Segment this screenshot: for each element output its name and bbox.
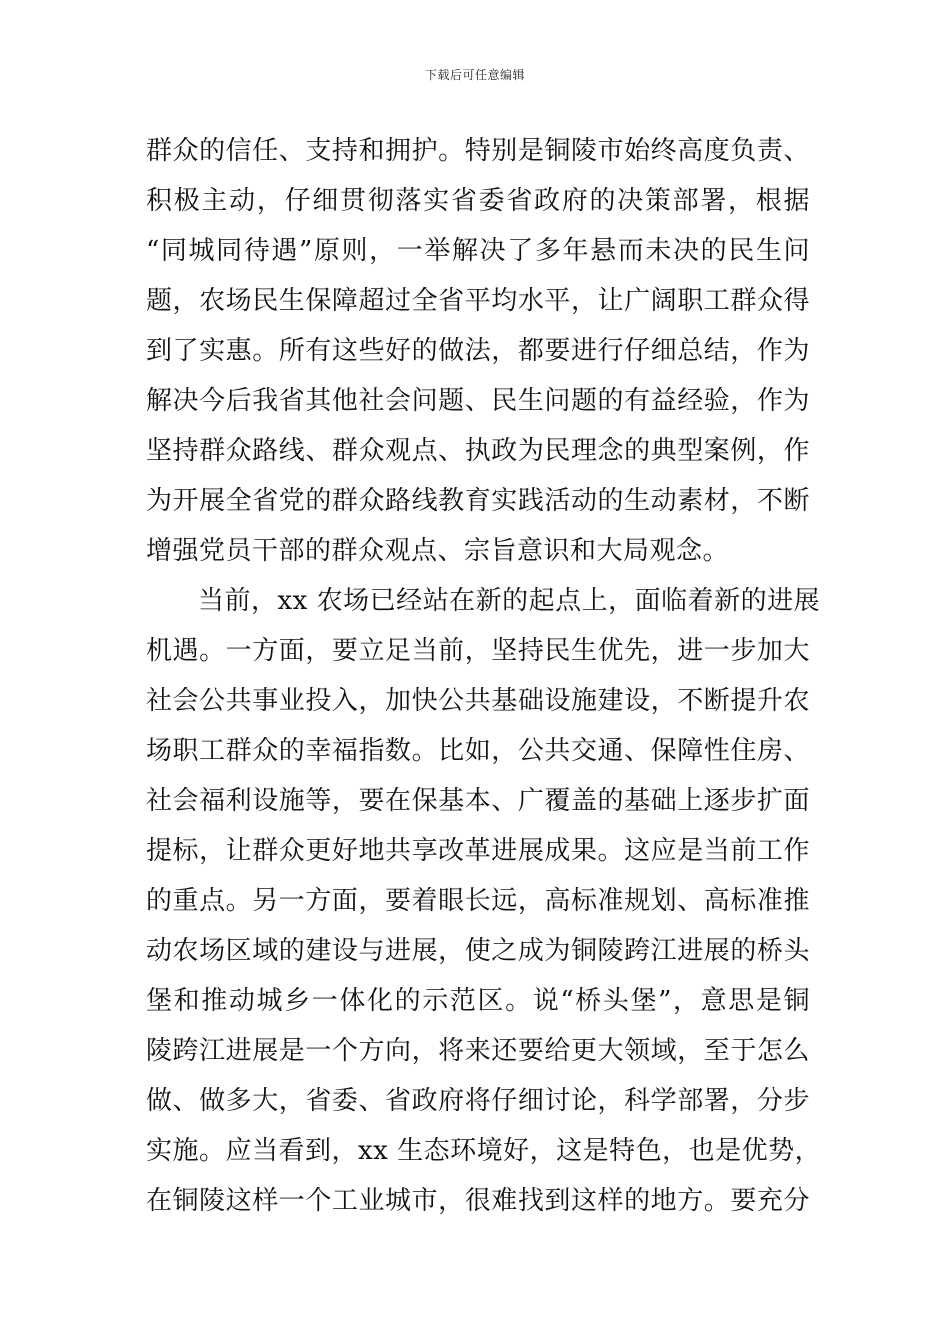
text-line: 场职工群众的幸福指数。比如，公共交通、保障性住房、 [146, 736, 810, 766]
text-line: 群众的信任、支持和拥护。特别是铜陵市始终高度负责、 [146, 136, 810, 166]
text-line: 题，农场民生保障超过全省平均水平，让广阔职工群众得 [146, 286, 810, 316]
text-line: 社会福利设施等，要在保基本、广覆盖的基础上逐步扩面 [146, 786, 810, 816]
text-line: “同城同待遇”原则，一举解决了多年悬而未决的民生问 [146, 236, 810, 266]
text-line: 当前，xx 农场已经站在新的起点上，面临着新的进展 [198, 586, 821, 616]
text-line: 做、做多大，省委、省政府将仔细讨论，科学部署，分步 [146, 1086, 810, 1116]
text-line: 增强党员干部的群众观点、宗旨意识和大局观念。 [146, 536, 730, 566]
text-line: 提标，让群众更好地共享改革进展成果。这应是当前工作 [146, 836, 810, 866]
text-line: 实施。应当看到，xx 生态环境好，这是特色，也是优势， [146, 1136, 822, 1166]
text-line: 在铜陵这样一个工业城市，很难找到这样的地方。要充分 [146, 1186, 810, 1216]
text-line: 机遇。一方面，要立足当前，坚持民生优先，进一步加大 [146, 636, 810, 666]
text-line: 积极主动，仔细贯彻落实省委省政府的决策部署，根据 [146, 186, 810, 216]
page-header: 下载后可任意编辑 [424, 68, 525, 82]
text-line: 堡和推动城乡一体化的示范区。说“桥头堡”，意思是铜 [146, 986, 810, 1016]
text-line: 坚持群众路线、群众观点、执政为民理念的典型案例，作 [146, 436, 810, 466]
paragraph-1 [146, 126, 810, 576]
paragraph-2 [146, 576, 822, 1226]
document-body [146, 126, 822, 1226]
text-line: 的重点。另一方面，要着眼长远，高标准规划、高标准推 [146, 886, 810, 916]
text-line: 为开展全省党的群众路线教育实践活动的生动素材，不断 [146, 486, 810, 516]
text-line: 动农场区域的建设与进展，使之成为铜陵跨江进展的桥头 [146, 936, 810, 966]
text-line: 陵跨江进展是一个方向，将来还要给更大领域，至于怎么 [146, 1036, 810, 1066]
text-line: 解决今后我省其他社会问题、民生问题的有益经验，作为 [146, 386, 810, 416]
text-line: 社会公共事业投入，加快公共基础设施建设，不断提升农 [146, 686, 810, 716]
text-line: 到了实惠。所有这些好的做法，都要进行仔细总结，作为 [146, 336, 810, 366]
